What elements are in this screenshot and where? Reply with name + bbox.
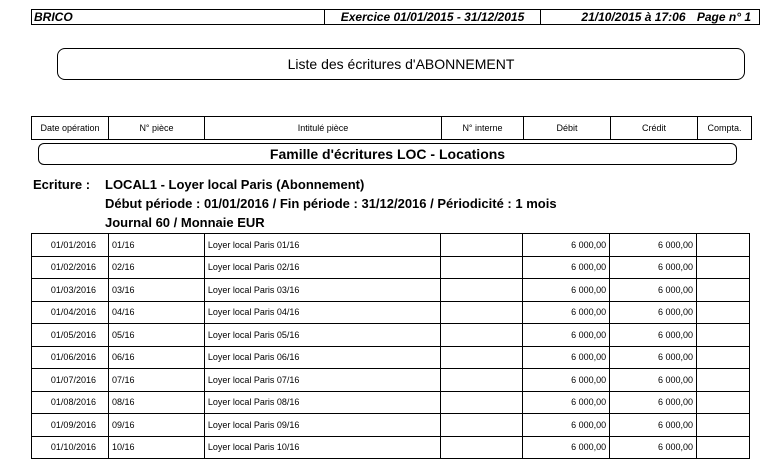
- cell-piece-label: Loyer local Paris 10/16: [204, 436, 441, 459]
- ecriture-label: Ecriture :: [33, 177, 91, 192]
- page-number: Page n° 1: [696, 10, 751, 24]
- col-piece-number: N° pièce: [109, 117, 205, 139]
- cell-internal-number: [441, 414, 523, 437]
- cell-debit: 6 000,00: [523, 279, 610, 302]
- cell-date: 01/06/2016: [32, 346, 109, 369]
- cell-compta: [697, 436, 750, 459]
- cell-credit: 6 000,00: [610, 391, 697, 414]
- cell-credit: 6 000,00: [610, 369, 697, 392]
- cell-piece-label: Loyer local Paris 07/16: [204, 369, 441, 392]
- cell-compta: [697, 324, 750, 347]
- report-title: Liste des écritures d'ABONNEMENT: [57, 48, 745, 80]
- exercise-period: Exercice 01/01/2015 - 31/12/2015: [325, 10, 541, 24]
- cell-internal-number: [441, 391, 523, 414]
- table-row: [32, 346, 750, 369]
- cell-piece-number: 07/16: [108, 369, 204, 392]
- cell-debit: 6 000,00: [523, 436, 610, 459]
- cell-piece-label: Loyer local Paris 08/16: [204, 391, 441, 414]
- cell-credit: 6 000,00: [610, 324, 697, 347]
- cell-credit: 6 000,00: [610, 256, 697, 279]
- table-row: [32, 369, 750, 392]
- table-row: [32, 391, 750, 414]
- cell-date: 01/01/2016: [32, 234, 109, 257]
- family-banner: Famille d'écritures LOC - Locations: [38, 143, 737, 165]
- cell-internal-number: [441, 301, 523, 324]
- cell-piece-number: 08/16: [108, 391, 204, 414]
- table-row: [32, 324, 750, 347]
- col-compta: Compta.: [707, 123, 742, 133]
- table-row: [32, 301, 750, 324]
- cell-internal-number: [441, 234, 523, 257]
- company-name: BRICO: [32, 10, 325, 24]
- cell-debit: 6 000,00: [523, 256, 610, 279]
- table-row: [32, 436, 750, 459]
- ecriture-info: [33, 175, 557, 232]
- cell-credit: 6 000,00: [610, 301, 697, 324]
- cell-piece-number: 02/16: [108, 256, 204, 279]
- cell-compta: [697, 414, 750, 437]
- cell-debit: 6 000,00: [523, 301, 610, 324]
- col-debit: Débit: [524, 117, 611, 139]
- cell-piece-number: 03/16: [108, 279, 204, 302]
- ecriture-name: LOCAL1 - Loyer local Paris (Abonnement): [105, 177, 365, 192]
- col-internal-number: N° interne: [442, 117, 524, 139]
- cell-compta: [697, 279, 750, 302]
- cell-piece-label: Loyer local Paris 03/16: [204, 279, 441, 302]
- cell-date: 01/02/2016: [32, 256, 109, 279]
- cell-credit: 6 000,00: [610, 414, 697, 437]
- cell-credit: 6 000,00: [610, 234, 697, 257]
- cell-credit: 6 000,00: [610, 436, 697, 459]
- print-datetime: 21/10/2015 à 17:06: [581, 10, 686, 24]
- col-piece-label: Intitulé pièce: [205, 117, 442, 139]
- table-row: [32, 234, 750, 257]
- print-info: [541, 10, 759, 24]
- cell-debit: 6 000,00: [523, 324, 610, 347]
- cell-internal-number: [441, 346, 523, 369]
- cell-credit: 6 000,00: [610, 279, 697, 302]
- cell-debit: 6 000,00: [523, 369, 610, 392]
- cell-debit: 6 000,00: [523, 414, 610, 437]
- cell-piece-label: Loyer local Paris 09/16: [204, 414, 441, 437]
- cell-compta: [697, 301, 750, 324]
- cell-internal-number: [441, 256, 523, 279]
- ecriture-journal: Journal 60 / Monnaie EUR: [105, 215, 265, 230]
- cell-piece-label: Loyer local Paris 01/16: [204, 234, 441, 257]
- cell-piece-number: 04/16: [108, 301, 204, 324]
- column-header-row: [31, 116, 752, 140]
- cell-piece-label: Loyer local Paris 04/16: [204, 301, 441, 324]
- cell-piece-label: Loyer local Paris 06/16: [204, 346, 441, 369]
- cell-debit: 6 000,00: [523, 346, 610, 369]
- cell-compta: [697, 234, 750, 257]
- table-row: [32, 279, 750, 302]
- report-header: [31, 9, 760, 25]
- cell-compta: [697, 256, 750, 279]
- cell-piece-number: 01/16: [108, 234, 204, 257]
- col-credit: Crédit: [611, 117, 698, 139]
- cell-internal-number: [441, 436, 523, 459]
- cell-date: 01/09/2016: [32, 414, 109, 437]
- cell-piece-number: 09/16: [108, 414, 204, 437]
- cell-piece-number: 10/16: [108, 436, 204, 459]
- cell-piece-number: 05/16: [108, 324, 204, 347]
- cell-debit: 6 000,00: [523, 391, 610, 414]
- cell-internal-number: [441, 369, 523, 392]
- cell-credit: 6 000,00: [610, 346, 697, 369]
- cell-compta: [697, 391, 750, 414]
- cell-piece-label: Loyer local Paris 02/16: [204, 256, 441, 279]
- cell-date: 01/03/2016: [32, 279, 109, 302]
- cell-date: 01/05/2016: [32, 324, 109, 347]
- cell-debit: 6 000,00: [523, 234, 610, 257]
- cell-compta: [697, 346, 750, 369]
- table-row: [32, 414, 750, 437]
- cell-date: 01/07/2016: [32, 369, 109, 392]
- cell-internal-number: [441, 279, 523, 302]
- cell-internal-number: [441, 324, 523, 347]
- cell-date: 01/10/2016: [32, 436, 109, 459]
- entries-table: [31, 233, 750, 459]
- cell-piece-number: 06/16: [108, 346, 204, 369]
- table-row: [32, 256, 750, 279]
- ecriture-period: Début période : 01/01/2016 / Fin période : 31/12/2016 / Périodicité : 1 mois: [105, 196, 557, 211]
- cell-date: 01/04/2016: [32, 301, 109, 324]
- cell-piece-label: Loyer local Paris 05/16: [204, 324, 441, 347]
- col-date-operation: Date opération: [32, 117, 109, 139]
- cell-date: 01/08/2016: [32, 391, 109, 414]
- cell-compta: [697, 369, 750, 392]
